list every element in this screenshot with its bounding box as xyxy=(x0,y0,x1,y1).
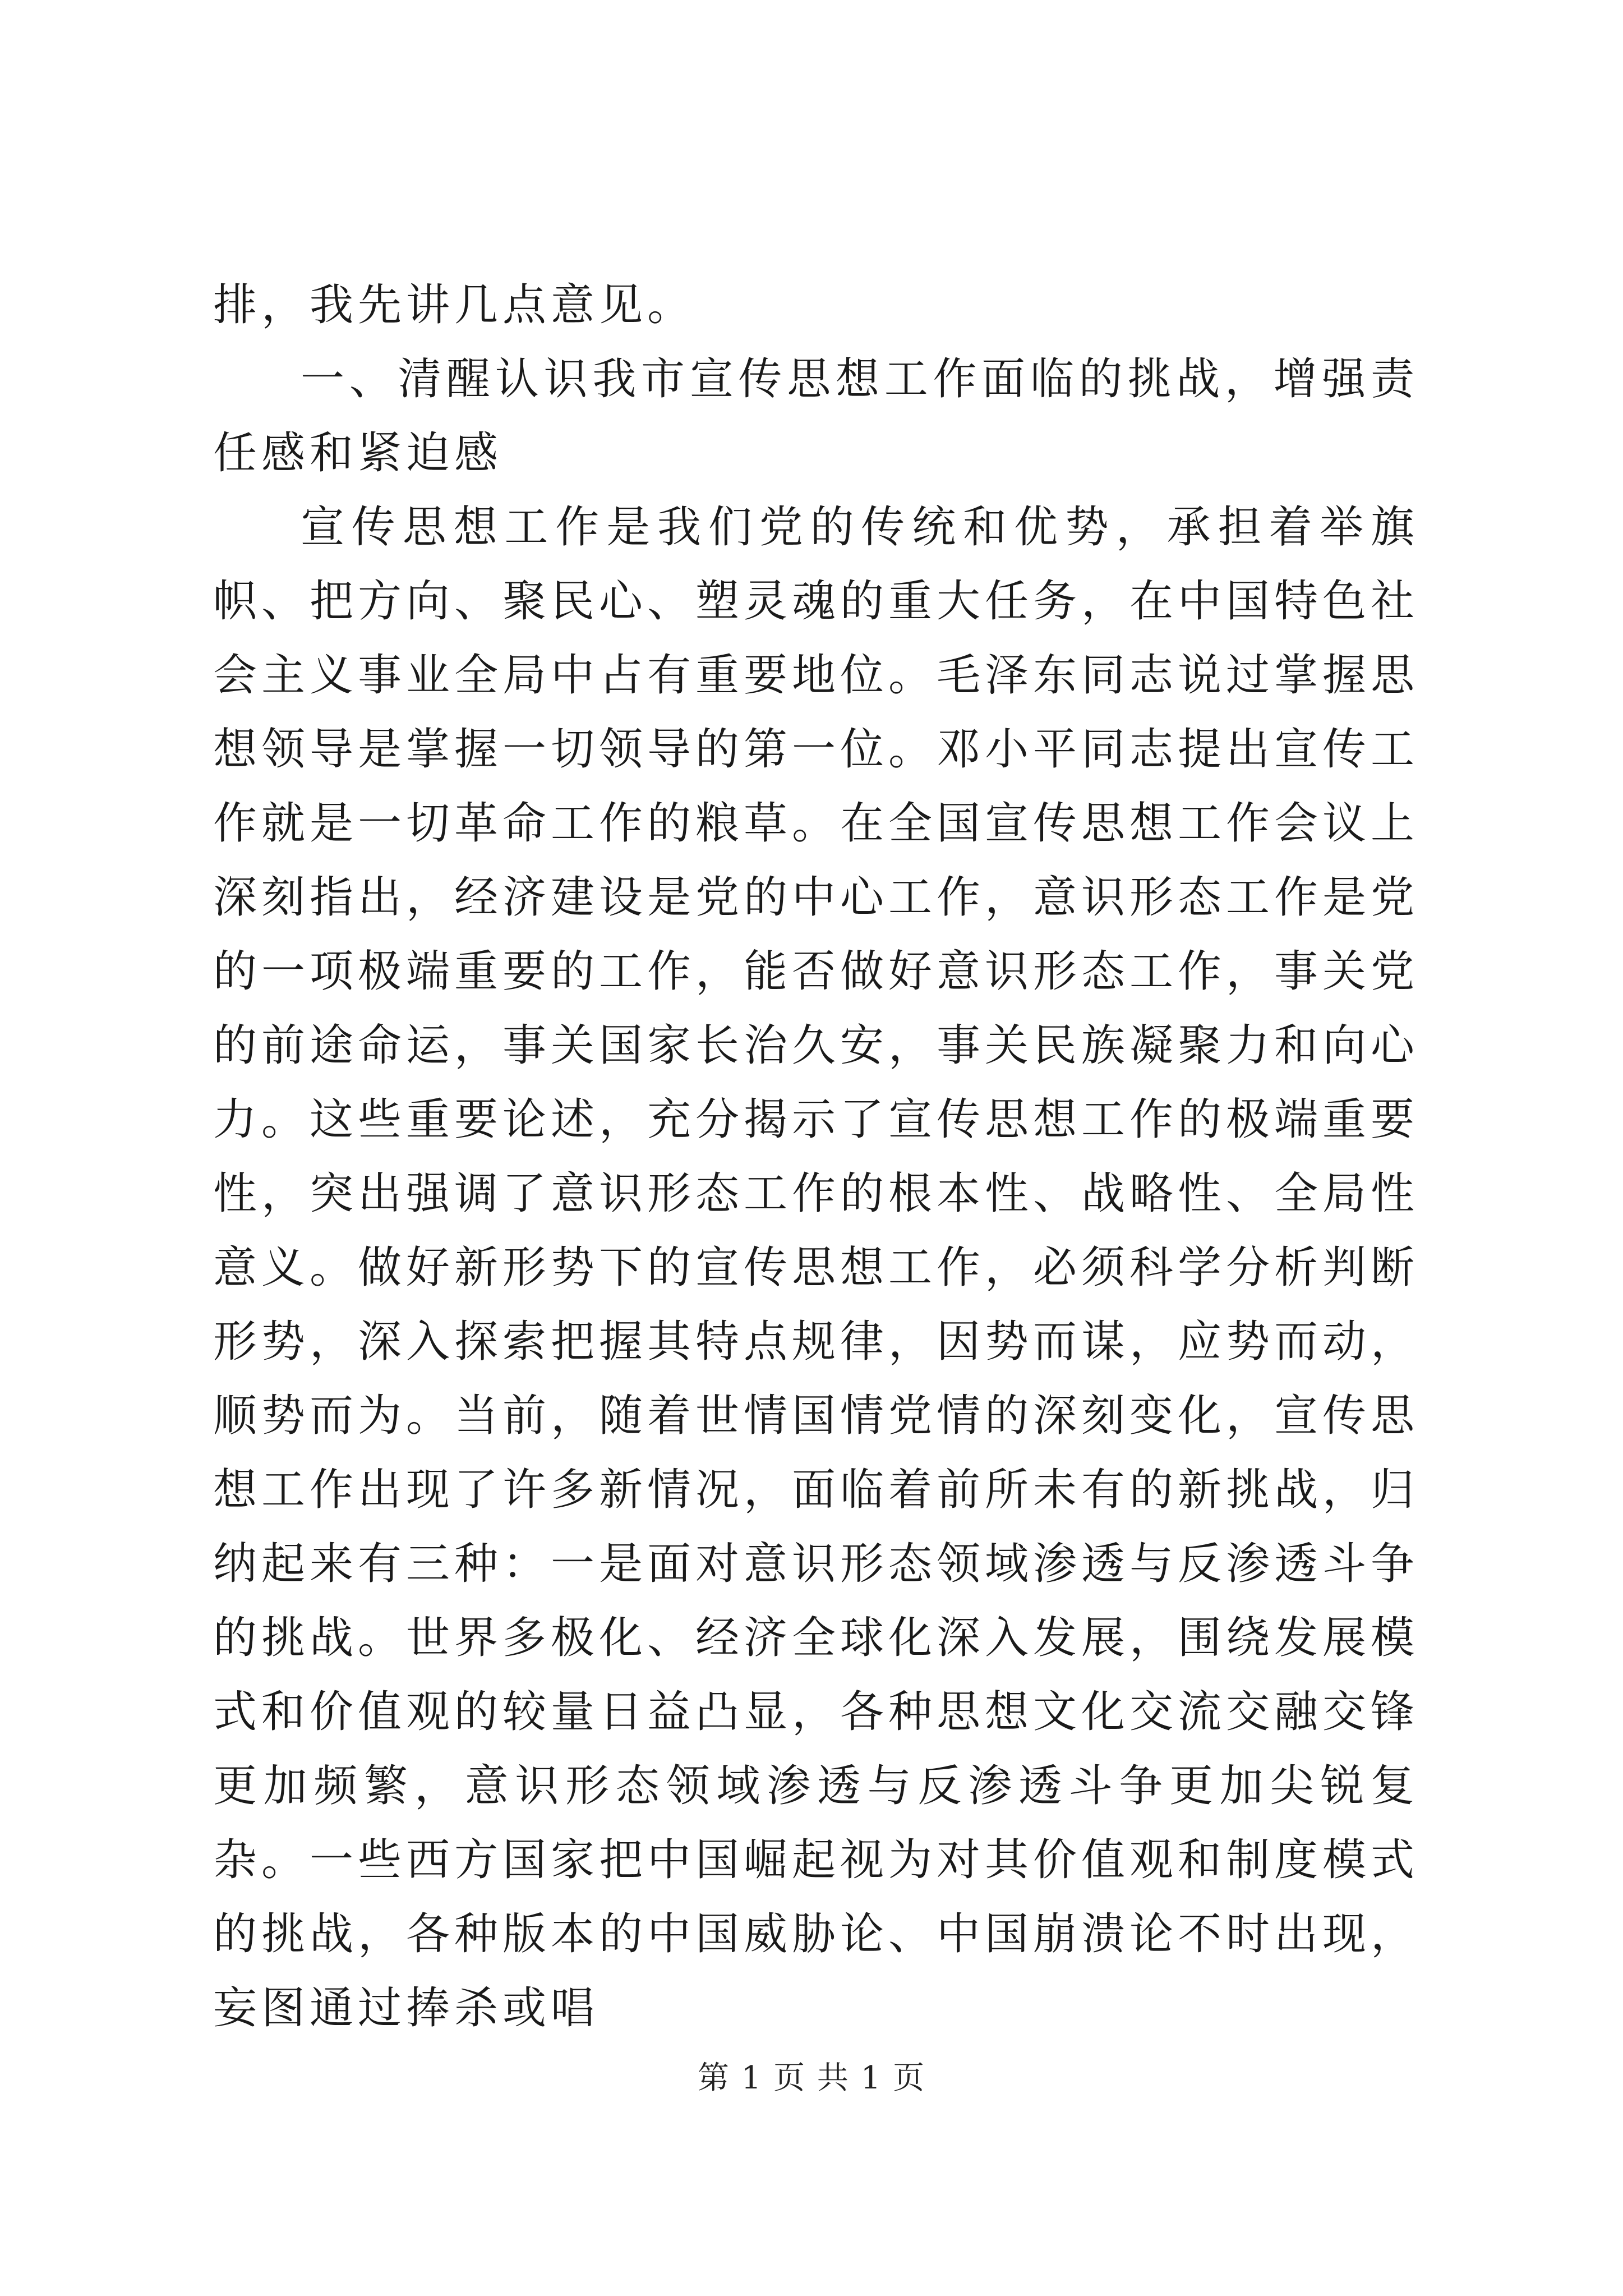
document-body xyxy=(213,268,1419,2045)
section-heading: 一、清醒认识我市宣传思想工作面临的挑战，增强责任感和紧迫感 xyxy=(213,354,1419,478)
paragraph-continuation: 排，我先讲几点意见。 xyxy=(213,280,696,330)
page-footer: 第 1 页 共 1 页 xyxy=(697,2060,926,2096)
paragraph-body: 宣传思想工作是我们党的传统和优势，承担着举旗帜、把方向、聚民心、塑灵魂的重大任务，在中国特色社会主义事业全局中占有重要地位。毛泽东同志说过掌握思想领导是掌握一切领导的第一位。邓小平同志提出宣传工作就是一切革命工作的粮草。在全国宣传思想工作会议上深刻指出，经济建设是党的中心工作，意识形态工作是党的一项极端重要的工作，能否做好意识形态工作，事关党的前途命运，事关国家长治久安，事关民族凝聚力和向心力。这些重要论述，充分揭示了宣传思想工作的极端重要性，突出强调了意识形态工作的根本性、战略性、全局性意义。做好新形势下的宣传思想工作，必须科学分析判断形势，深入探索把握其特点规律，因势而谋，应势而动，顺势而为。当前，随着世情国情党情的深刻变化，宣传思想工作出现了许多新情况，面临着前所未有的新挑战，归纳起来有三种：一是面对意识形态领域渗透与反渗透斗争的挑战。世界多极化、经济全球化深入发展，围绕发展模式和价值观的较量日益凸显，各种思想文化交流交融交锋更加频繁，意识形态领域渗透与反渗透斗争更加尖锐复杂。一些西方国家把中国崛起视为对其价值观和制度模式的挑战，各种版本的中国威胁论、中国崩溃论不时出现，妄图通过捧杀或唱 xyxy=(213,502,1419,2033)
